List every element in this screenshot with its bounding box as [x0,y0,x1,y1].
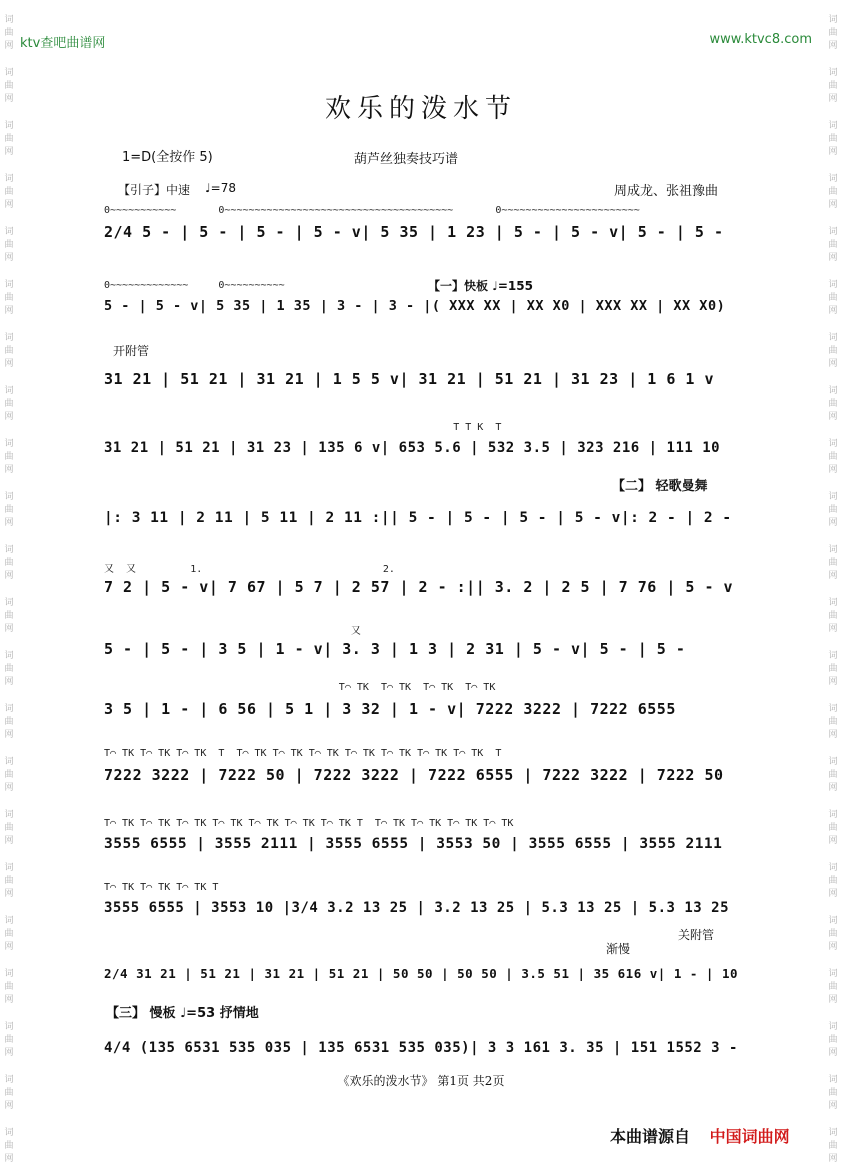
watermark-char: 曲 [4,81,14,91]
watermark-char: 曲 [4,134,14,144]
row-annotation: T T K T [104,422,502,433]
watermark-char: 曲 [828,240,838,250]
row-notes: 4/4 (135 6531 535 035 | 135 6531 535 035)| 3 3 161 3. 35 | 151 1552 3 - [104,1040,738,1056]
watermark-char: 词 [828,333,838,343]
score-row [104,682,738,734]
watermark-char: 词 [828,121,838,131]
watermark-char: 曲 [828,1035,838,1045]
row-notes: 5 - | 5 - v| 5 35 | 1 35 | 3 - | 3 - |( XXX XX | XX X0 | XXX XX | XX X0) [104,298,726,314]
watermark-char: 词 [4,1022,14,1032]
score-row [104,492,738,544]
score-row [104,422,738,474]
watermark-char: 曲 [4,611,14,621]
watermark-char: 词 [4,174,14,184]
watermark-char: 网 [4,359,14,369]
watermark-char: 词 [828,757,838,767]
watermark-char: 网 [4,518,14,528]
watermark-char: 词 [4,333,14,343]
row-annotation: 0~~~~~~~~~~~~~ 0~~~~~~~~~~ [104,280,285,291]
watermark-char: 网 [828,571,838,581]
row-notes: |: 3 11 | 2 11 | 5 11 | 2 11 :|| 5 - | 5 - | 5 - | 5 - v|: 2 - | 2 - [104,510,732,526]
watermark-char: 词 [4,492,14,502]
watermark-char: 词 [4,704,14,714]
watermark-char: 网 [4,94,14,104]
watermark-char: 曲 [4,982,14,992]
watermark-char: 曲 [828,399,838,409]
watermark-char: 曲 [828,293,838,303]
watermark-char: 网 [4,1101,14,1111]
watermark-char: 曲 [4,1141,14,1151]
watermark-char: 词 [4,15,14,25]
score-row [104,560,738,612]
watermark-char: 词 [828,1022,838,1032]
watermark-char: 网 [4,147,14,157]
watermark-char: 网 [828,624,838,634]
right-watermark-strip [824,0,842,1171]
row-notes: 31 21 | 51 21 | 31 23 | 135 6 v| 653 5.6 | 532 3.5 | 323 216 | 111 10 [104,440,721,456]
watermark-char: 曲 [828,770,838,780]
composer: 周成龙、张祖豫曲 [614,184,719,199]
watermark-char: 网 [828,1154,838,1164]
watermark-char: 词 [828,280,838,290]
watermark-char: 网 [4,412,14,422]
watermark-char: 网 [4,624,14,634]
watermark-char: 曲 [828,876,838,886]
watermark-char: 词 [828,598,838,608]
watermark-char: 词 [828,386,838,396]
watermark-char: 曲 [828,187,838,197]
watermark-char: 曲 [828,28,838,38]
watermark-char: 曲 [4,823,14,833]
open-drone-annotation: 开附管 [113,344,150,358]
watermark-char: 词 [828,68,838,78]
watermark-char: 词 [4,598,14,608]
watermark-char: 词 [828,1128,838,1138]
watermark-char: 词 [4,651,14,661]
watermark-char: 网 [4,465,14,475]
left-watermark-strip [0,0,18,1171]
watermark-char: 词 [828,810,838,820]
watermark-char: 曲 [828,452,838,462]
watermark-char: 曲 [828,558,838,568]
row-annotation: T⌒ TK T⌒ TK T⌒ TK T⌒ TK T⌒ TK T⌒ TK T⌒ TK T T⌒ TK T⌒ TK T⌒ TK T⌒ TK [104,818,514,829]
row-notes: 3555 6555 | 3553 10 |3/4 3.2 13 25 | 3.2 13 25 | 5.3 13 25 | 5.3 13 25 [104,900,730,916]
watermark-char: 网 [828,412,838,422]
source-credit[interactable] [610,1124,790,1147]
watermark-char: 曲 [4,240,14,250]
watermark-char: 网 [4,942,14,952]
watermark-char: 曲 [828,664,838,674]
watermark-char: 网 [828,359,838,369]
source-site[interactable]: 中国词曲网 [709,1127,790,1146]
score-row [104,280,738,332]
watermark-char: 词 [4,863,14,873]
watermark-char: 网 [828,677,838,687]
row-notes: 3555 6555 | 3555 2111 | 3555 6555 | 3553 50 | 3555 6555 | 3555 2111 [104,836,723,852]
watermark-char: 网 [4,836,14,846]
watermark-char: 曲 [828,346,838,356]
watermark-char: 网 [4,1154,14,1164]
watermark-char: 网 [828,889,838,899]
watermark-char: 词 [828,969,838,979]
watermark-char: 词 [4,1128,14,1138]
watermark-char: 曲 [828,134,838,144]
watermark-char: 词 [828,227,838,237]
watermark-char: 网 [828,1101,838,1111]
watermark-char: 词 [828,704,838,714]
watermark-char: 网 [4,995,14,1005]
watermark-char: 曲 [828,505,838,515]
watermark-char: 词 [828,545,838,555]
intro-label: 【引子】中速 [118,183,191,197]
watermark-char: 词 [4,280,14,290]
watermark-char: 网 [4,677,14,687]
watermark-char: 网 [828,94,838,104]
score-row [104,352,738,404]
watermark-char: 网 [828,518,838,528]
watermark-char: 词 [4,810,14,820]
watermark-char: 曲 [4,1088,14,1098]
watermark-char: 曲 [4,717,14,727]
watermark-char: 网 [4,253,14,263]
watermark-char: 网 [828,836,838,846]
watermark-char: 曲 [4,452,14,462]
watermark-char: 曲 [828,982,838,992]
watermark-char: 曲 [828,717,838,727]
watermark-char: 词 [4,1075,14,1085]
watermark-char: 曲 [828,1141,838,1151]
row-annotation: T⌒ TK T⌒ TK T⌒ TK T T⌒ TK T⌒ TK T⌒ TK T⌒ TK T⌒ TK T⌒ TK T⌒ TK T [104,748,502,759]
watermark-char: 词 [828,439,838,449]
watermark-char: 网 [828,995,838,1005]
watermark-char: 网 [4,783,14,793]
row-annotation: 0~~~~~~~~~~~ 0~~~~~~~~~~~~~~~~~~~~~~~~~~~~~~~~~~~~~~ 0~~~~~~~~~~~~~~~~~~~~~~~ [104,205,640,216]
watermark-char: 网 [828,783,838,793]
score-row [104,205,738,257]
watermark-char: 曲 [4,346,14,356]
row-notes: 7 2 | 5 - v| 7 67 | 5 7 | 2 57 | 2 - :|| 3. 2 | 2 5 | 7 76 | 5 - v [104,578,734,596]
score-row [104,818,738,870]
watermark-char: 网 [828,730,838,740]
watermark-char: 网 [4,306,14,316]
watermark-char: 词 [828,174,838,184]
watermark-char: 词 [4,439,14,449]
header-site-left[interactable]: ktv查吧曲谱网 [20,36,106,51]
row-notes: 5 - | 5 - | 3 5 | 1 - v| 3. 3 | 1 3 | 2 31 | 5 - v| 5 - | 5 - [104,640,686,658]
watermark-char: 网 [828,1048,838,1058]
intro-tempo: ♩=78 [205,181,236,195]
watermark-char: 词 [4,545,14,555]
key-signature: 1=D(全按作 5) [122,150,213,165]
watermark-char: 曲 [4,293,14,303]
row-notes: 3 5 | 1 - | 6 56 | 5 1 | 3 32 | 1 - v| 7222 3222 | 7222 6555 [104,700,676,718]
page-footer: 《欢乐的泼水节》 第1页 共2页 [337,1074,505,1088]
close-drone-annotation: 关附管 [678,928,715,942]
watermark-char: 曲 [4,770,14,780]
watermark-char: 词 [828,863,838,873]
score-row [104,882,738,934]
watermark-char: 网 [828,465,838,475]
header-site-right[interactable]: www.ktvc8.com [709,32,812,47]
watermark-char: 词 [4,969,14,979]
watermark-char: 曲 [828,929,838,939]
watermark-char: 网 [828,942,838,952]
score-row [104,748,738,800]
score-subtitle: 葫芦丝独奏技巧谱 [354,152,459,167]
watermark-char: 词 [828,1075,838,1085]
watermark-char: 网 [4,730,14,740]
row-annotation: T⌒ TK T⌒ TK T⌒ TK T [104,882,219,893]
watermark-char: 网 [4,200,14,210]
watermark-char: 词 [4,227,14,237]
watermark-char: 网 [4,41,14,51]
watermark-char: 词 [4,121,14,131]
watermark-char: 词 [828,15,838,25]
watermark-char: 曲 [4,929,14,939]
row-annotation: T⌒ TK T⌒ TK T⌒ TK T⌒ TK [104,682,496,693]
watermark-char: 曲 [4,505,14,515]
source-prefix: 本曲谱源自 [610,1127,691,1146]
watermark-char: 曲 [4,28,14,38]
watermark-char: 曲 [828,1088,838,1098]
section-3-label: 【三】 慢板 ♩=53 抒情地 [106,1006,259,1021]
watermark-char: 词 [4,916,14,926]
score-row [104,948,738,1000]
watermark-char: 曲 [4,399,14,409]
section-2-label: 【二】 轻歌曼舞 [612,479,708,494]
watermark-char: 网 [4,571,14,581]
watermark-char: 词 [828,916,838,926]
row-annotation: 又 又 1. 2. [104,564,395,575]
score-row [104,1022,738,1074]
row-notes: 2/4 31 21 | 51 21 | 31 21 | 51 21 | 50 50 | 50 50 | 3.5 51 | 35 616 v| 1 - | 10 [104,966,739,981]
watermark-char: 网 [4,1048,14,1058]
watermark-char: 网 [828,200,838,210]
row-notes: 31 21 | 51 21 | 31 21 | 1 5 5 v| 31 21 | 51 21 | 31 23 | 1 6 1 v [104,370,714,388]
watermark-char: 词 [828,492,838,502]
watermark-char: 曲 [4,1035,14,1045]
watermark-char: 曲 [828,81,838,91]
watermark-char: 曲 [4,187,14,197]
score-row [104,622,738,674]
section-1-label: 【一】快板 ♩=155 [428,279,533,293]
row-notes: 7222 3222 | 7222 50 | 7222 3222 | 7222 6555 | 7222 3222 | 7222 50 [104,766,724,784]
watermark-char: 网 [4,889,14,899]
page-title: 欢乐的泼水节 [324,94,517,124]
watermark-char: 曲 [4,876,14,886]
row-notes: 2/4 5 - | 5 - | 5 - | 5 - v| 5 35 | 1 23 | 5 - | 5 - v| 5 - | 5 - [104,223,724,241]
watermark-char: 词 [4,68,14,78]
watermark-char: 词 [4,386,14,396]
watermark-char: 词 [828,651,838,661]
watermark-char: 网 [828,147,838,157]
watermark-char: 曲 [828,611,838,621]
watermark-char: 网 [828,253,838,263]
watermark-char: 曲 [4,664,14,674]
watermark-char: 词 [4,757,14,767]
watermark-char: 曲 [828,823,838,833]
watermark-char: 网 [828,306,838,316]
slowing-annotation: 渐慢 [606,942,631,956]
watermark-char: 网 [828,41,838,51]
watermark-char: 曲 [4,558,14,568]
row-annotation: 又 [104,626,361,637]
